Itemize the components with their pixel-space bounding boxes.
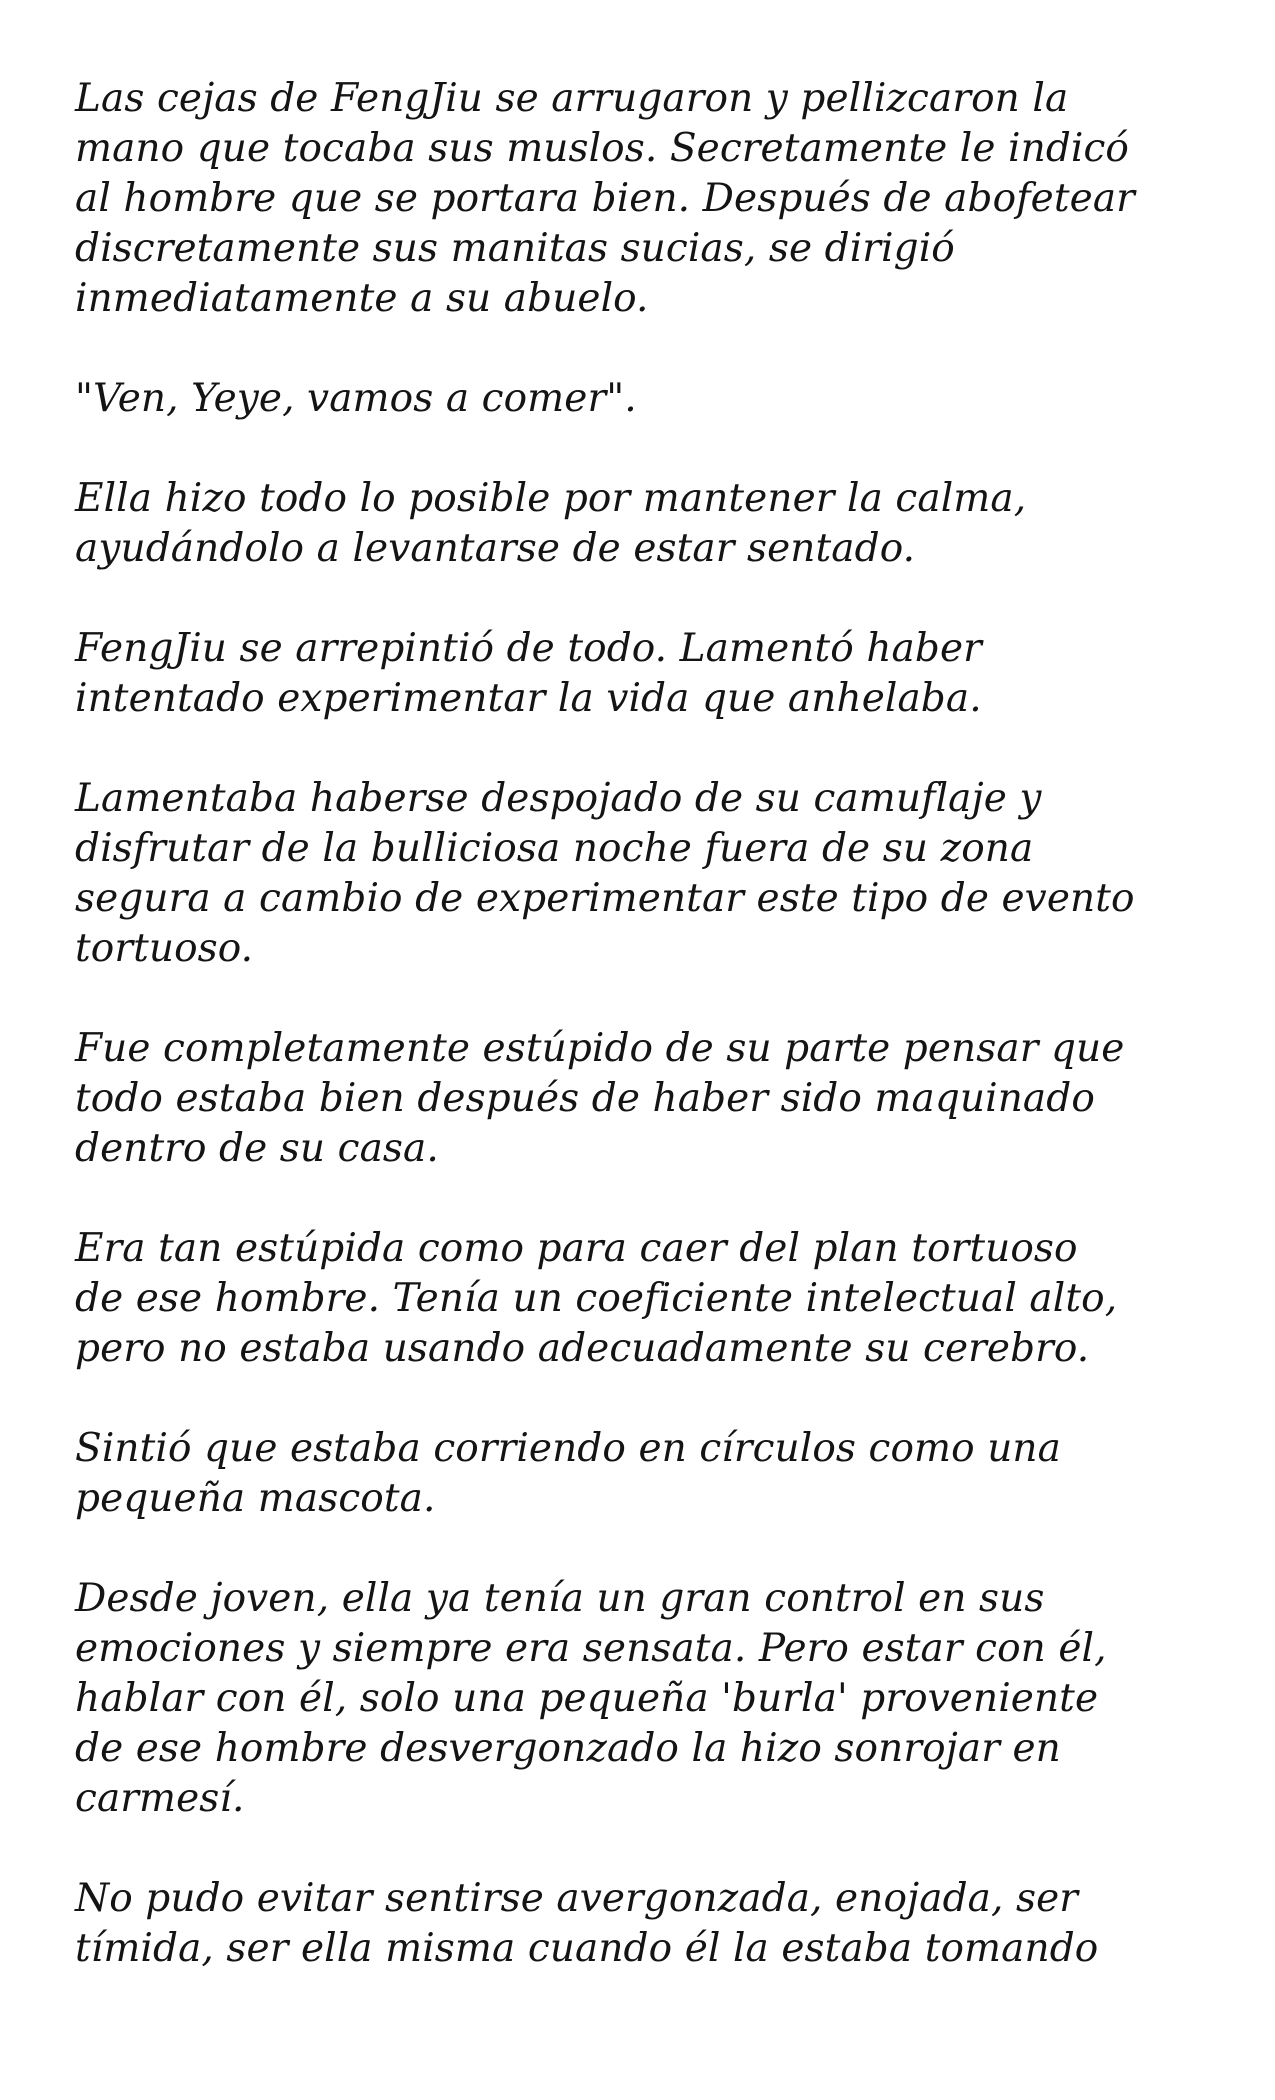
paragraph-2 [75, 374, 1225, 424]
text-line: carmesí. [75, 1776, 245, 1821]
text-line: tímida, ser ella misma cuando él la estaba tomando [75, 1926, 1099, 1971]
text-line: Desde joven, ella ya tenía un gran control en sus [75, 1576, 1045, 1621]
text-line: Las cejas de FengJiu se arrugaron y pellizcaron la [75, 76, 1069, 121]
text-line: segura a cambio de experimentar este tipo de evento [75, 876, 1135, 921]
text-line: Fue completamente estúpido de su parte pensar que [75, 1026, 1125, 1071]
text-line: inmediatamente a su abuelo. [75, 276, 649, 321]
text-line: todo estaba bien después de haber sido maquinado [75, 1076, 1095, 1121]
paragraph-8 [75, 1424, 1225, 1524]
text-line: discretamente sus manitas sucias, se dirigió [75, 226, 955, 271]
text-line: disfrutar de la bulliciosa noche fuera de su zona [75, 826, 1034, 871]
text-line: dentro de su casa. [75, 1126, 439, 1171]
text-line: Sintió que estaba corriendo en círculos como una [75, 1426, 1061, 1471]
text-line: de ese hombre. Tenía un coeficiente intelectual alto, [75, 1276, 1118, 1321]
text-line: Ella hizo todo lo posible por mantener la calma, [75, 476, 1027, 521]
document-body [75, 74, 1225, 2024]
text-line: ayudándolo a levantarse de estar sentado. [75, 526, 916, 571]
paragraph-10 [75, 1874, 1225, 1974]
text-line: al hombre que se portara bien. Después de abofetear [75, 176, 1135, 221]
text-line: emociones y siempre era sensata. Pero estar con él, [75, 1626, 1107, 1671]
paragraph-4 [75, 624, 1225, 724]
paragraph-3 [75, 474, 1225, 574]
paragraph-6 [75, 1024, 1225, 1174]
text-line: pero no estaba usando adecuadamente su cerebro. [75, 1326, 1090, 1371]
text-line: Lamentaba haberse despojado de su camuflaje y [75, 776, 1042, 821]
text-line: de ese hombre desvergonzado la hizo sonrojar en [75, 1726, 1061, 1771]
text-line: intentado experimentar la vida que anhelaba. [75, 676, 982, 721]
text-line: "Ven, Yeye, vamos a comer". [75, 376, 637, 421]
text-line: mano que tocaba sus muslos. Secretamente le indicó [75, 126, 1129, 171]
text-line: No pudo evitar sentirse avergonzada, enojada, ser [75, 1876, 1079, 1921]
paragraph-1 [75, 74, 1225, 324]
text-line: hablar con él, solo una pequeña 'burla' proveniente [75, 1676, 1099, 1721]
paragraph-9 [75, 1574, 1225, 1824]
paragraph-5 [75, 774, 1225, 974]
text-line: Era tan estúpida como para caer del plan tortuoso [75, 1226, 1078, 1271]
paragraph-7 [75, 1224, 1225, 1374]
text-line: tortuoso. [75, 926, 254, 971]
text-line: FengJiu se arrepintió de todo. Lamentó haber [75, 626, 982, 671]
text-line: pequeña mascota. [75, 1476, 436, 1521]
